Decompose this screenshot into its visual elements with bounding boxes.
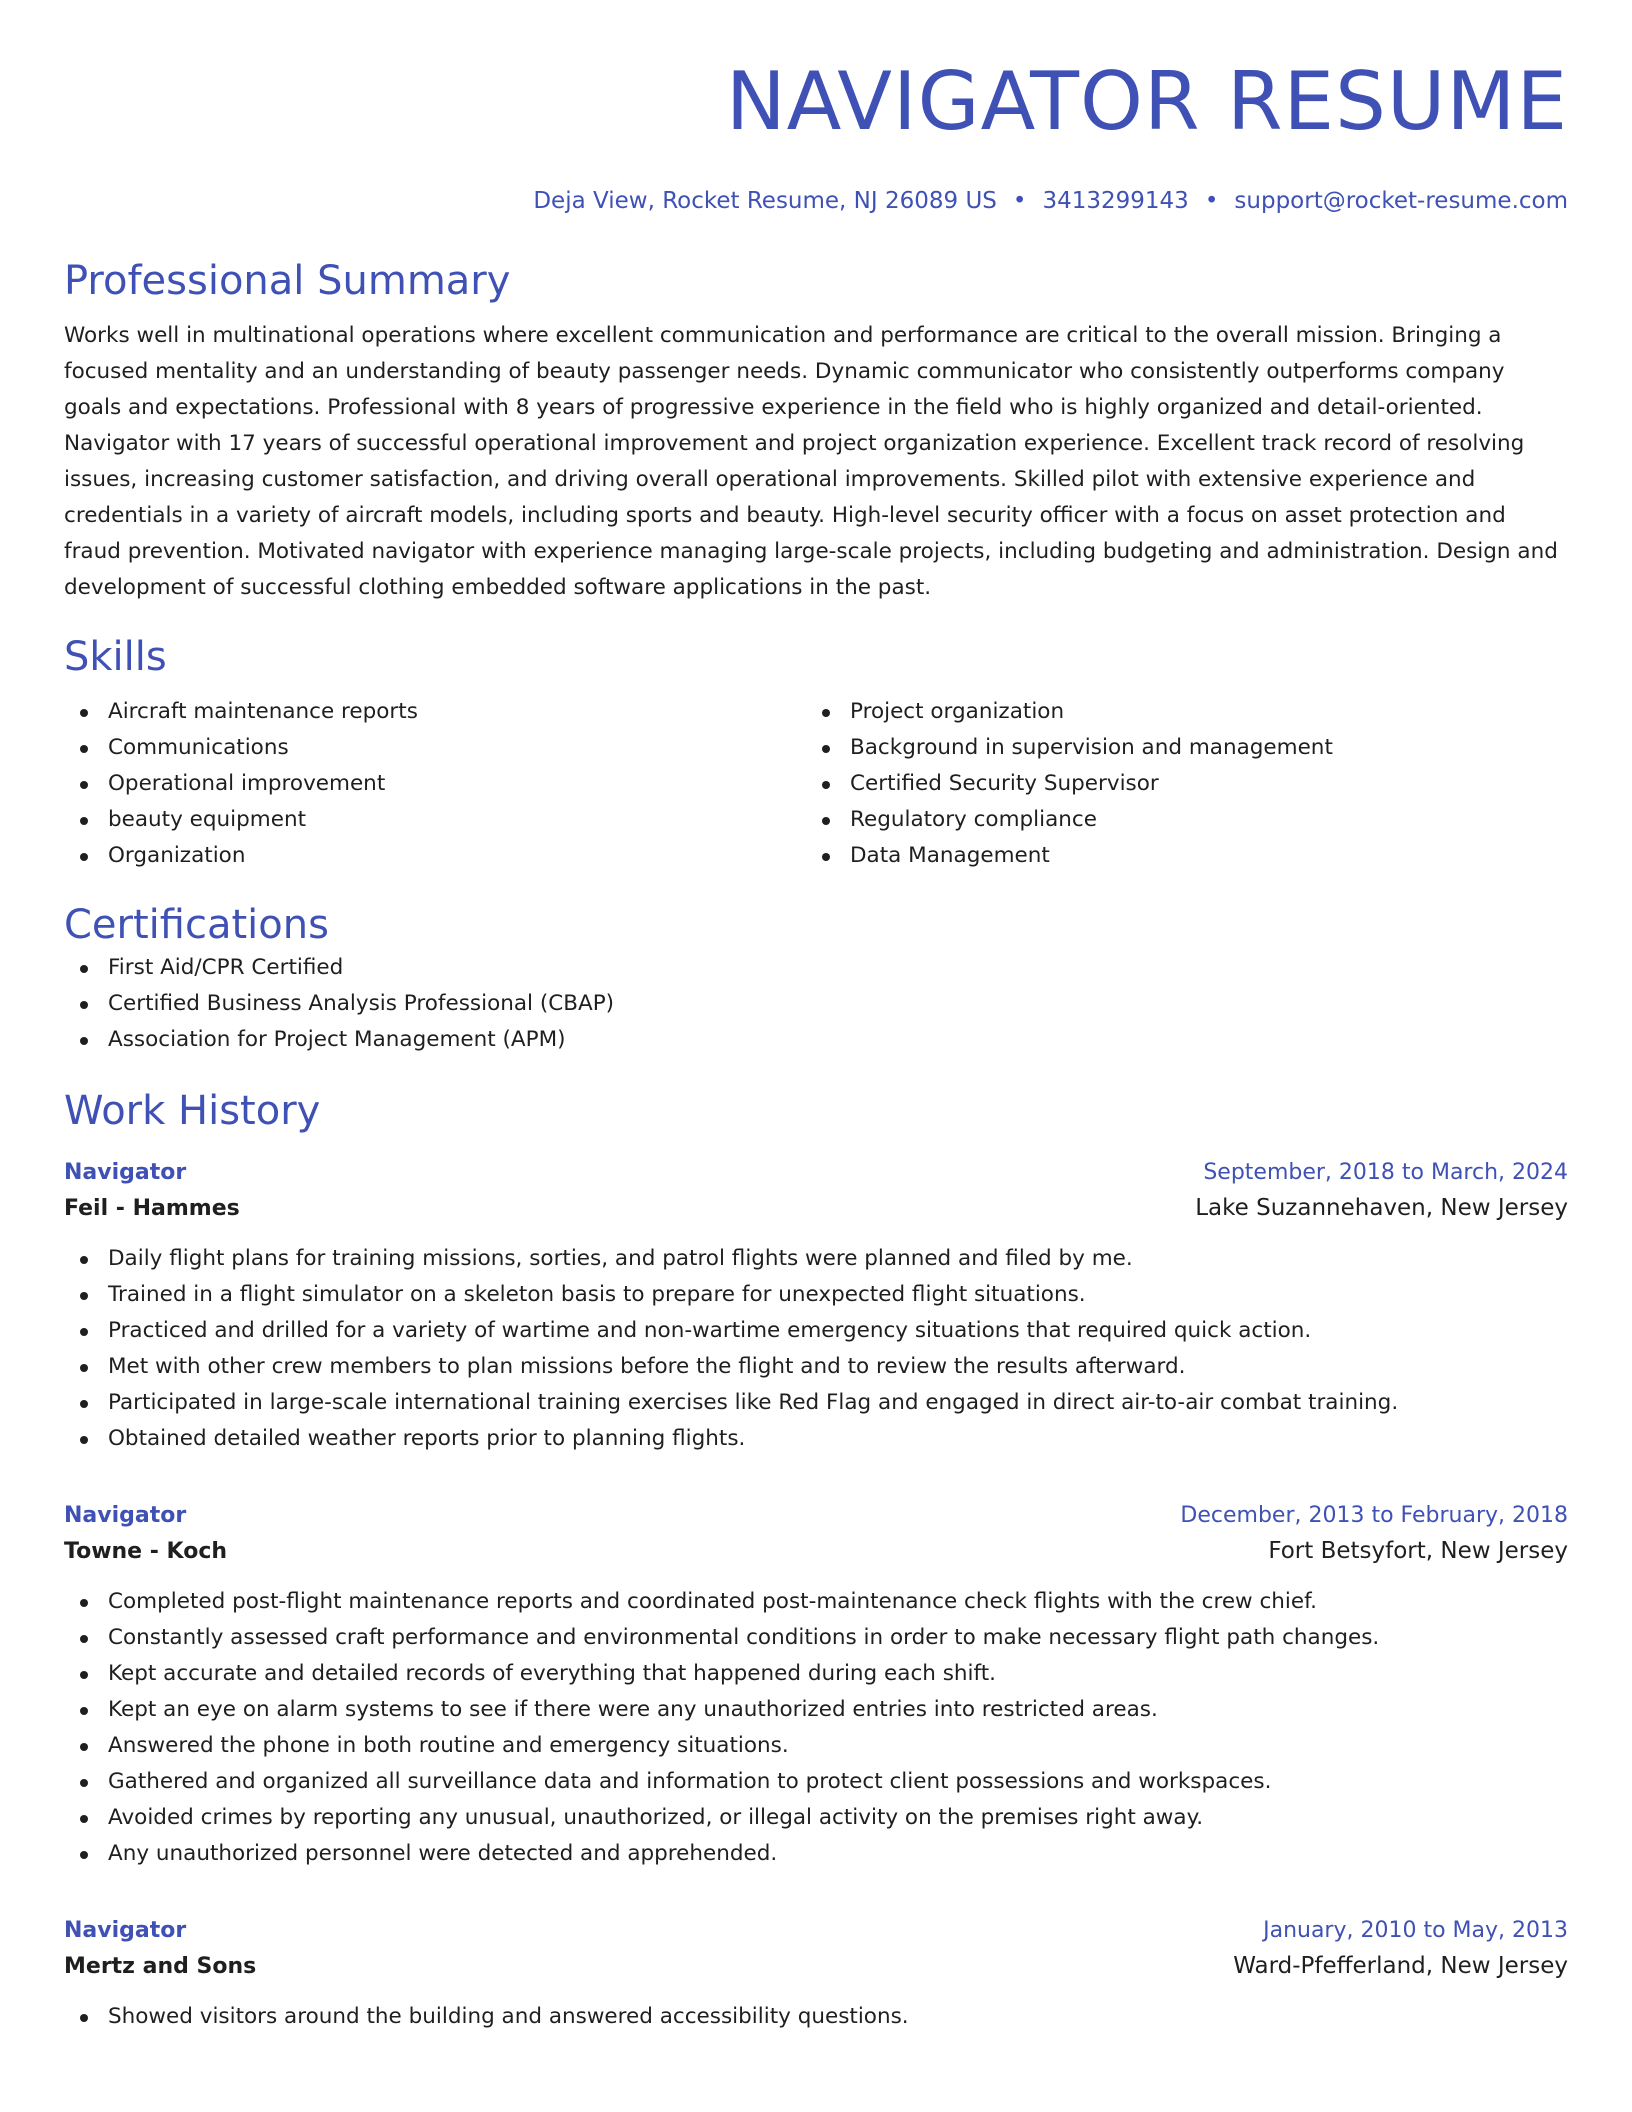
contact-separator: • <box>1012 188 1027 214</box>
skill-item: Aircraft maintenance reports <box>64 694 806 730</box>
job-company-row <box>64 1190 1568 1227</box>
skill-item: Organization <box>64 838 806 874</box>
job-bullet: Obtained detailed weather reports prior to planning flights. <box>64 1421 1568 1457</box>
job-title: Navigator <box>64 1160 187 1185</box>
job-bullet: Showed visitors around the building and answered accessibility questions. <box>64 1999 1568 2035</box>
contact-line <box>64 186 1568 216</box>
skills-column-left <box>64 694 806 874</box>
job-title: Navigator <box>64 1503 187 1528</box>
job-company-row <box>64 1533 1568 1570</box>
job-bullet: Kept an eye on alarm systems to see if there were any unauthorized entries into restricted areas. <box>64 1692 1568 1728</box>
job-bullet: Any unauthorized personnel were detected and apprehended. <box>64 1836 1568 1872</box>
resume-name: NAVIGATOR RESUME <box>725 55 1568 148</box>
job-bullet: Met with other crew members to plan missions before the flight and to review the results afterward. <box>64 1349 1568 1385</box>
section-title-skills: Skills <box>64 634 167 680</box>
job-company: Mertz and Sons <box>64 1954 257 1979</box>
job-bullet: Kept accurate and detailed records of everything that happened during each shift. <box>64 1656 1568 1692</box>
resume-header <box>64 0 1568 216</box>
job-entry <box>64 1156 1568 1457</box>
job-company: Feil - Hammes <box>64 1196 240 1221</box>
certification-item: Association for Project Management (APM) <box>64 1022 1568 1058</box>
job-header-row <box>64 1499 1568 1533</box>
job-dates: January, 2010 to May, 2013 <box>1263 1918 1568 1943</box>
summary-text: Works well in multinational operations where excellent communication and performance are critical to the overall mission. Bringing a focused mentality and an understanding of beauty passenger needs. Dynamic communicator who consistently outperforms company goals and expectations. Professional with 8 years of progressive experience in the field who is highly organized and detail-oriented. Navigator with 17 years of successful operational improvement and project organization experience. Excellent track record of resolving issues, increasing customer satisfaction, and driving overall operational improvements. Skilled pilot with extensive experience and credentials in a variety of aircraft models, including sports and beauty. High-level security officer with a focus on asset protection and fraud prevention. Motivated navigator with experience managing large-scale projects, including budgeting and administration. Design and development of successful clothing embedded software applications in the past. <box>64 323 1558 600</box>
contact-separator: • <box>1204 188 1219 214</box>
section-title-summary: Professional Summary <box>64 258 511 304</box>
job-title: Navigator <box>64 1918 187 1943</box>
skill-item: Project organization <box>806 694 1548 730</box>
job-bullet: Daily flight plans for training missions, sorties, and patrol flights were planned and filed by me. <box>64 1241 1568 1277</box>
skill-item: Operational improvement <box>64 766 806 802</box>
job-bullets <box>64 1999 1568 2035</box>
skills-list <box>64 694 1568 874</box>
skill-item: Background in supervision and management <box>806 730 1548 766</box>
contact-email: support@rocket-resume.com <box>1234 188 1568 214</box>
job-entry <box>64 1914 1568 2035</box>
skill-item: Certified Security Supervisor <box>806 766 1548 802</box>
contact-phone: 3413299143 <box>1042 188 1189 214</box>
job-bullet: Participated in large-scale international training exercises like Red Flag and engaged in direct air-to-air combat training. <box>64 1385 1568 1421</box>
job-bullet: Constantly assessed craft performance and environmental conditions in order to make necessary flight path changes. <box>64 1620 1568 1656</box>
job-header-row <box>64 1156 1568 1190</box>
certifications-list <box>64 950 1568 1058</box>
job-bullet: Gathered and organized all surveillance data and information to protect client possessions and workspaces. <box>64 1764 1568 1800</box>
job-bullet: Practiced and drilled for a variety of wartime and non-wartime emergency situations that required quick action. <box>64 1313 1568 1349</box>
job-bullets <box>64 1584 1568 1872</box>
job-dates: December, 2013 to February, 2018 <box>1180 1503 1568 1528</box>
section-title-certifications: Certifications <box>64 902 329 948</box>
job-bullet: Trained in a flight simulator on a skeleton basis to prepare for unexpected flight situations. <box>64 1277 1568 1313</box>
contact-address: Deja View, Rocket Resume, NJ 26089 US <box>533 188 997 214</box>
certification-item: Certified Business Analysis Professional (CBAP) <box>64 986 1568 1022</box>
job-bullet: Completed post-flight maintenance reports and coordinated post-maintenance check flights with the crew chief. <box>64 1584 1568 1620</box>
skill-item: beauty equipment <box>64 802 806 838</box>
skills-column-right <box>806 694 1548 874</box>
skill-item: Communications <box>64 730 806 766</box>
certification-item: First Aid/CPR Certified <box>64 950 1568 986</box>
job-dates: September, 2018 to March, 2024 <box>1203 1160 1568 1185</box>
job-bullet: Avoided crimes by reporting any unusual, unauthorized, or illegal activity on the premises right away. <box>64 1800 1568 1836</box>
job-company-row <box>64 1948 1568 1985</box>
job-header-row <box>64 1914 1568 1948</box>
job-location: Fort Betsyfort, New Jersey <box>1268 1538 1568 1564</box>
job-company: Towne - Koch <box>64 1539 228 1564</box>
job-location: Lake Suzannehaven, New Jersey <box>1195 1195 1568 1221</box>
job-bullet: Answered the phone in both routine and emergency situations. <box>64 1728 1568 1764</box>
skill-item: Regulatory compliance <box>806 802 1548 838</box>
skill-item: Data Management <box>806 838 1548 874</box>
section-title-work-history: Work History <box>64 1088 321 1134</box>
job-location: Ward-Pfefferland, New Jersey <box>1233 1953 1568 1979</box>
resume-page <box>64 0 1568 2112</box>
job-bullets <box>64 1241 1568 1457</box>
job-entry <box>64 1499 1568 1872</box>
